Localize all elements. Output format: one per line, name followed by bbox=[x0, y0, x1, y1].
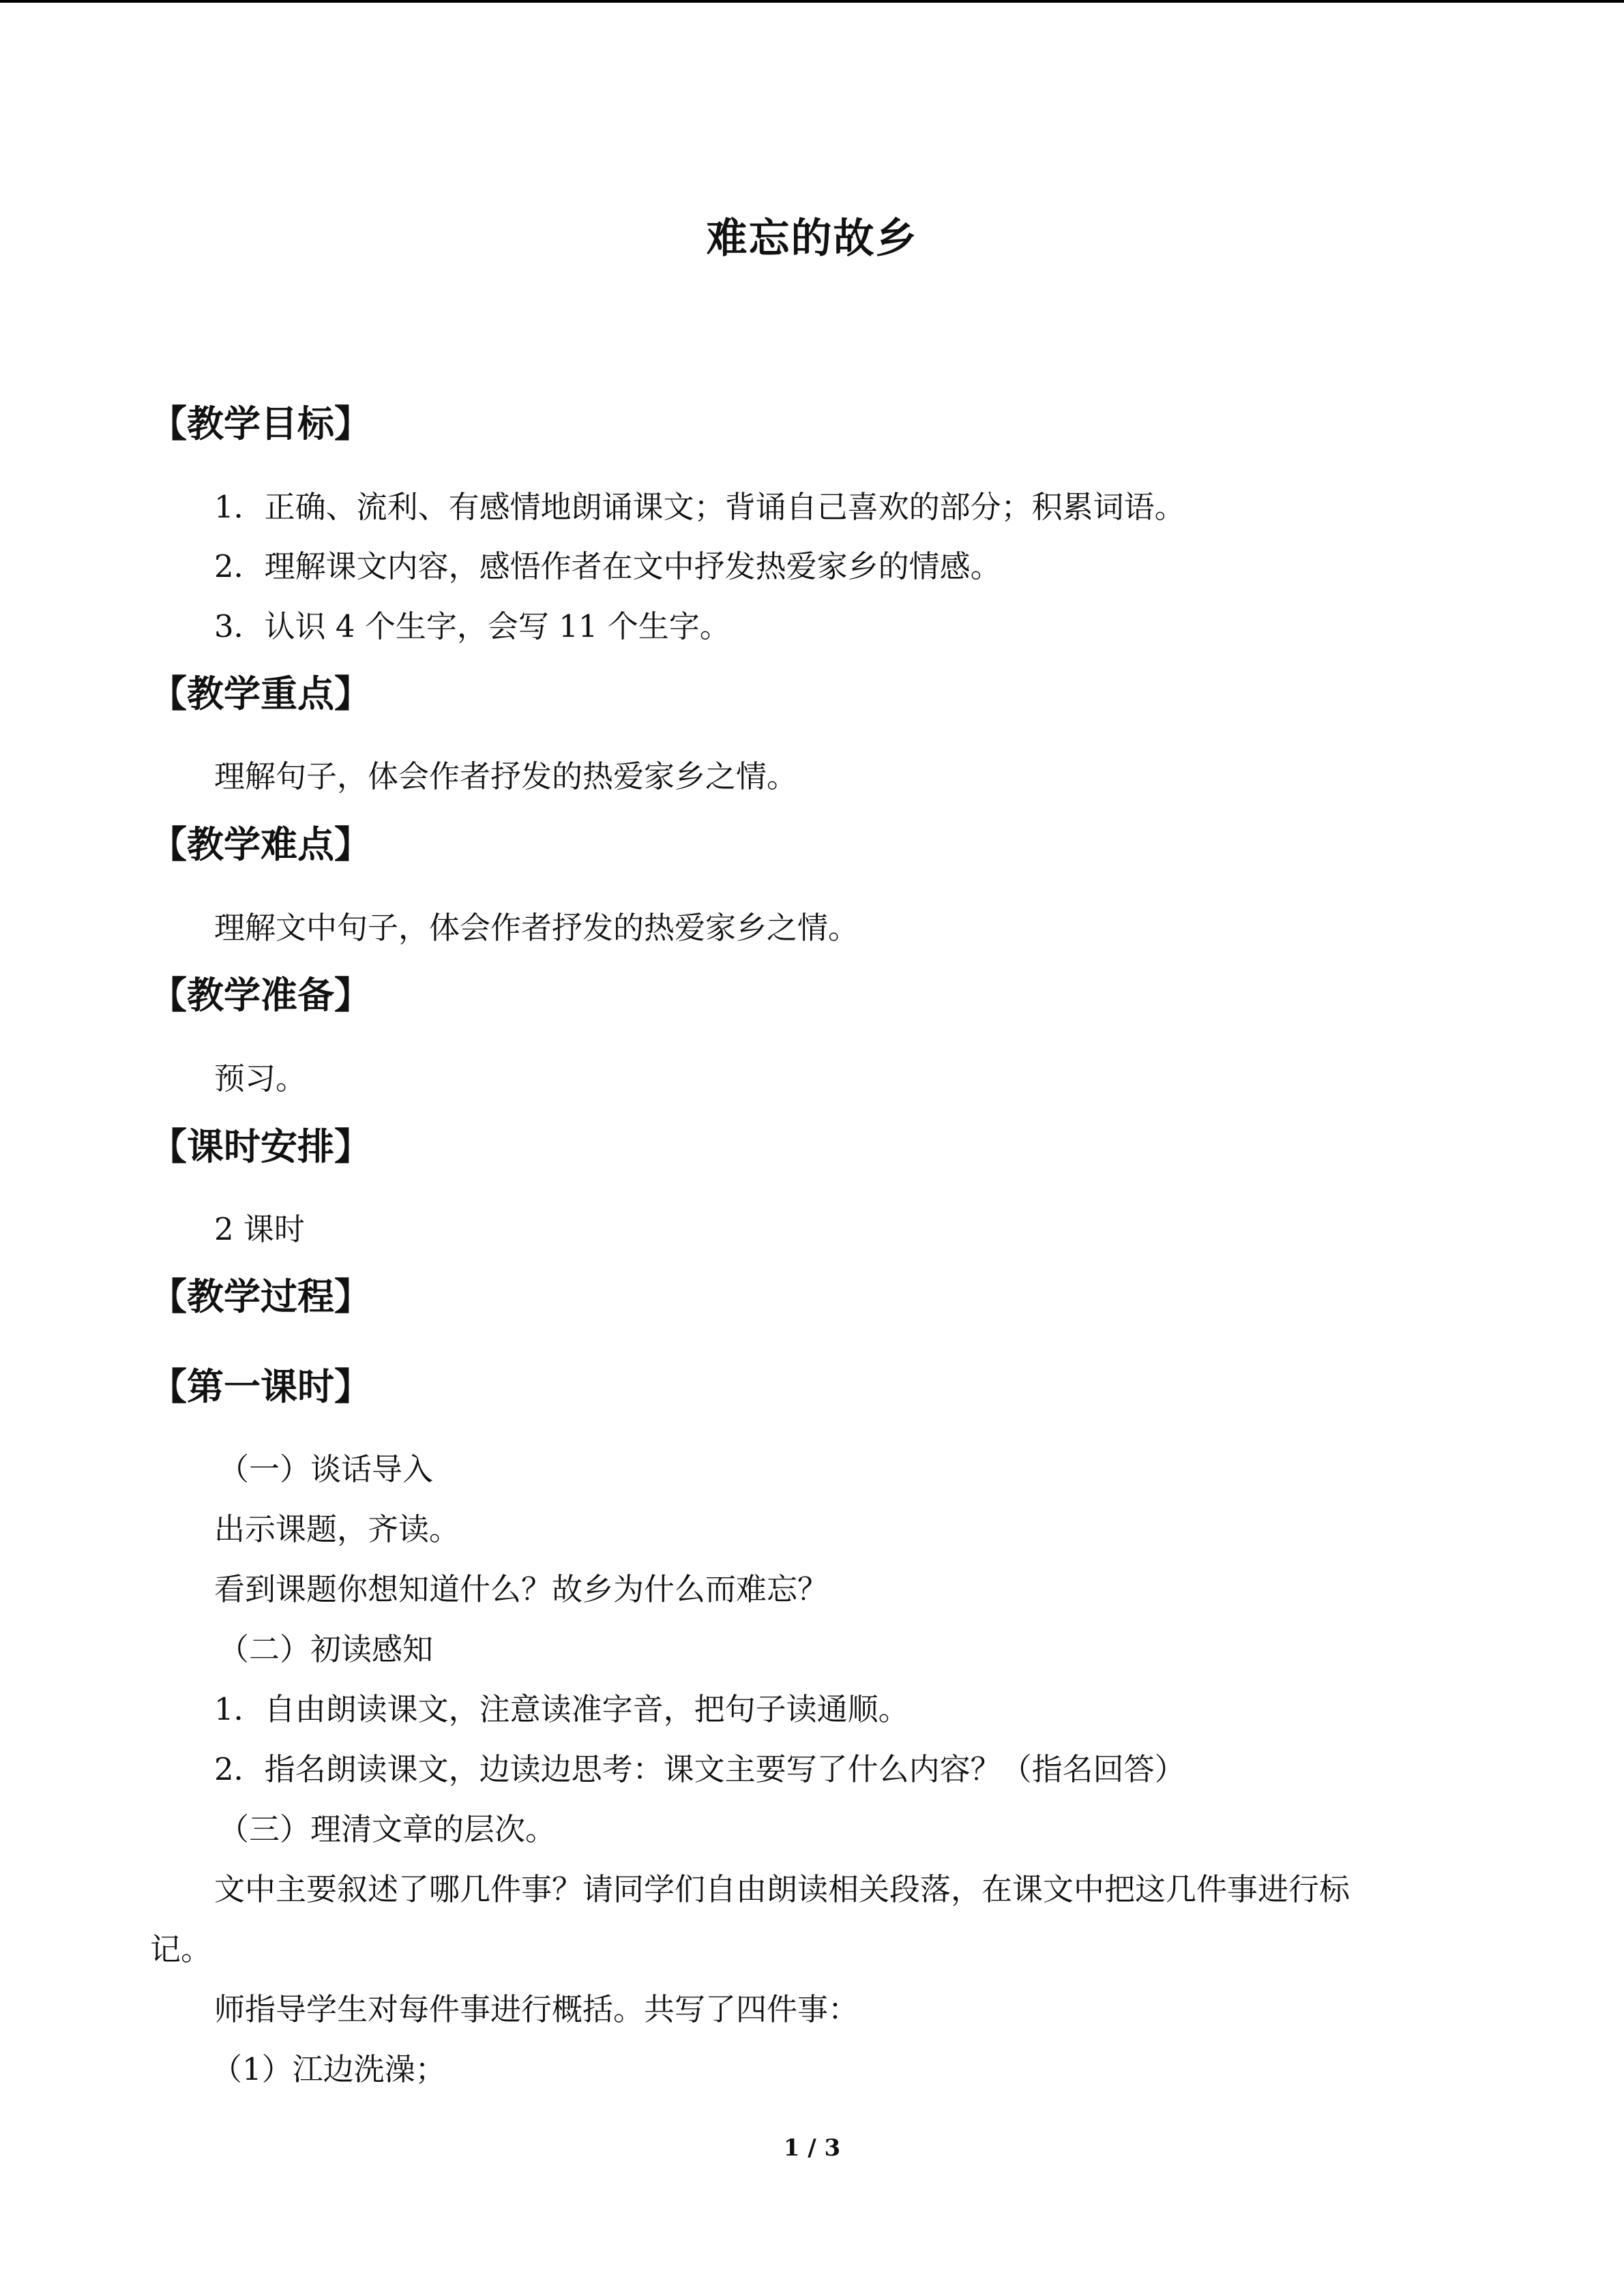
lesson-line: 记。 bbox=[150, 1931, 212, 1967]
key-points-text: 理解句子，体会作者抒发的热爱家乡之情。 bbox=[214, 758, 798, 794]
lesson-line: （一）谈话导入 bbox=[218, 1451, 434, 1487]
heading-objectives: 【教学目标】 bbox=[150, 402, 371, 445]
heading-process: 【教学过程】 bbox=[150, 1274, 371, 1318]
heading-key-points: 【教学重点】 bbox=[150, 672, 371, 715]
lesson-line: 1．自由朗读课文，注意读准字音，把句子读通顺。 bbox=[214, 1691, 909, 1727]
difficulties-text: 理解文中句子，体会作者抒发的热爱家乡之情。 bbox=[214, 910, 859, 946]
lesson-line: （1）江边洗澡； bbox=[211, 2051, 446, 2087]
page-number: 1 / 3 bbox=[783, 2134, 841, 2162]
lesson-line: （二）初读感知 bbox=[218, 1631, 434, 1667]
heading-preparation: 【教学准备】 bbox=[150, 973, 371, 1017]
lesson-line: 师指导学生对每件事进行概括。共写了四件事： bbox=[214, 1991, 859, 2027]
objective-item: 2．理解课文内容，感悟作者在文中抒发热爱家乡的情感。 bbox=[214, 548, 1001, 584]
schedule-text: 2 课时 bbox=[214, 1211, 305, 1247]
lesson-line: （三）理清文章的层次。 bbox=[218, 1811, 557, 1847]
lesson-line: 2．指名朗读课文，边读边思考：课文主要写了什么内容？（指名回答） bbox=[214, 1751, 1185, 1787]
lesson-line: 看到课题你想知道什么？故乡为什么而难忘？ bbox=[214, 1571, 829, 1607]
preparation-text: 预习。 bbox=[214, 1060, 307, 1097]
heading-schedule: 【课时安排】 bbox=[150, 1124, 371, 1168]
objective-item: 3．认识 4 个生字，会写 11 个生字。 bbox=[214, 608, 730, 644]
heading-difficulties: 【教学难点】 bbox=[150, 822, 371, 866]
page-top-border bbox=[0, 0, 1624, 3]
lesson-line: 文中主要叙述了哪几件事？请同学们自由朗读相关段落，在课文中把这几件事进行标 bbox=[214, 1871, 1350, 1907]
objective-item: 1．正确、流利、有感情地朗诵课文；背诵自己喜欢的部分；积累词语。 bbox=[214, 489, 1185, 525]
heading-first-lesson: 【第一课时】 bbox=[150, 1365, 371, 1408]
document-title: 难忘的故乡 bbox=[706, 215, 918, 263]
lesson-line: 出示课题，齐读。 bbox=[214, 1511, 460, 1547]
